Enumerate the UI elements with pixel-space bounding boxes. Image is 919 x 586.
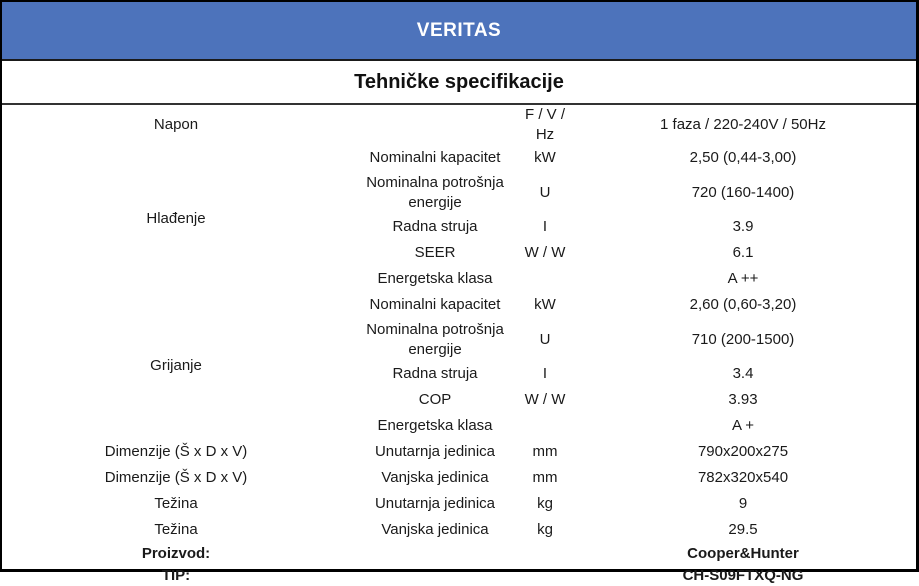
category-cell: Dimenzije (Š x D x V) — [104, 469, 248, 487]
category-cell: Napon — [153, 116, 199, 134]
unit-cell — [520, 414, 570, 440]
unit-cell: kg — [537, 521, 553, 539]
page-title: Tehničke specifikacije — [354, 70, 564, 93]
property-cell: Radna struja — [392, 365, 478, 383]
unit-cell: I — [542, 218, 548, 236]
table-row — [2, 293, 916, 319]
property-cell — [350, 566, 520, 586]
category-cell: Težina — [154, 521, 198, 539]
category-cell: TIP: — [161, 566, 191, 584]
value-cell: A ++ — [727, 270, 759, 288]
property-cell — [350, 105, 520, 146]
property-cell: COP — [418, 391, 452, 409]
unit-cell: mm — [532, 469, 558, 487]
value-cell: 720 (160-1400) — [691, 183, 795, 201]
value-cell: 2,60 (0,60-3,20) — [689, 296, 797, 314]
value-cell: 782x320x540 — [697, 469, 789, 487]
value-cell: CH-S09FTXQ-NG — [682, 566, 804, 584]
category-cell: Grijanje — [150, 356, 202, 374]
table-row — [2, 518, 916, 544]
property-cell: Nominalna potrošnja energije — [366, 173, 504, 211]
value-cell: 6.1 — [732, 244, 754, 262]
value-cell: A + — [731, 417, 755, 435]
table-row — [2, 544, 916, 566]
property-cell: Energetska klasa — [377, 417, 493, 435]
value-cell: 790x200x275 — [697, 443, 789, 461]
title-row — [2, 61, 916, 105]
brand-name: VERITAS — [416, 19, 502, 41]
unit-cell: F / V / Hz — [524, 106, 565, 144]
value-cell: 2,50 (0,44-3,00) — [689, 149, 797, 167]
category-cell: Hlađenje — [146, 209, 206, 227]
value-cell: 3.9 — [732, 218, 754, 236]
property-cell: Unutarnja jedinica — [374, 443, 496, 461]
unit-cell: W / W — [524, 391, 566, 409]
category-cell: Proizvod: — [141, 545, 211, 563]
unit-cell — [520, 566, 570, 586]
property-cell: Radna struja — [392, 218, 478, 236]
property-cell — [350, 544, 520, 566]
property-cell: Nominalni kapacitet — [369, 296, 501, 314]
property-cell: Unutarnja jedinica — [374, 495, 496, 513]
spec-table-container — [2, 105, 916, 586]
category-cell: Težina — [154, 495, 198, 513]
property-cell: Nominalna potrošnja energije — [366, 320, 504, 358]
unit-cell: I — [542, 365, 548, 383]
spec-table — [2, 105, 916, 586]
unit-cell: kW — [534, 296, 556, 314]
value-cell: 3.4 — [732, 365, 754, 383]
value-cell: 1 faza / 220-240V / 50Hz — [660, 116, 826, 134]
unit-cell: kW — [534, 149, 556, 167]
unit-cell: mm — [532, 443, 558, 461]
table-row — [2, 146, 916, 172]
table-row — [2, 566, 916, 586]
unit-cell: kg — [537, 495, 553, 513]
property-cell: Energetska klasa — [377, 270, 493, 288]
unit-cell — [520, 267, 570, 293]
unit-cell: U — [539, 330, 551, 348]
brand-header — [2, 2, 916, 61]
value-cell: 710 (200-1500) — [691, 330, 795, 348]
unit-cell — [520, 544, 570, 566]
value-cell: Cooper&Hunter — [687, 545, 799, 563]
value-cell: 9 — [738, 495, 748, 513]
property-cell: SEER — [414, 244, 456, 262]
unit-cell: U — [539, 183, 551, 201]
property-cell: Vanjska jedinica — [381, 521, 489, 539]
value-cell: 29.5 — [728, 521, 758, 539]
category-cell: Dimenzije (Š x D x V) — [104, 443, 248, 461]
table-row — [2, 492, 916, 518]
table-row — [2, 105, 916, 146]
unit-cell: W / W — [524, 244, 566, 262]
table-row — [2, 440, 916, 466]
property-cell: Vanjska jedinica — [381, 469, 489, 487]
property-cell: Nominalni kapacitet — [369, 149, 501, 167]
table-row — [2, 466, 916, 492]
value-cell: 3.93 — [728, 391, 758, 409]
